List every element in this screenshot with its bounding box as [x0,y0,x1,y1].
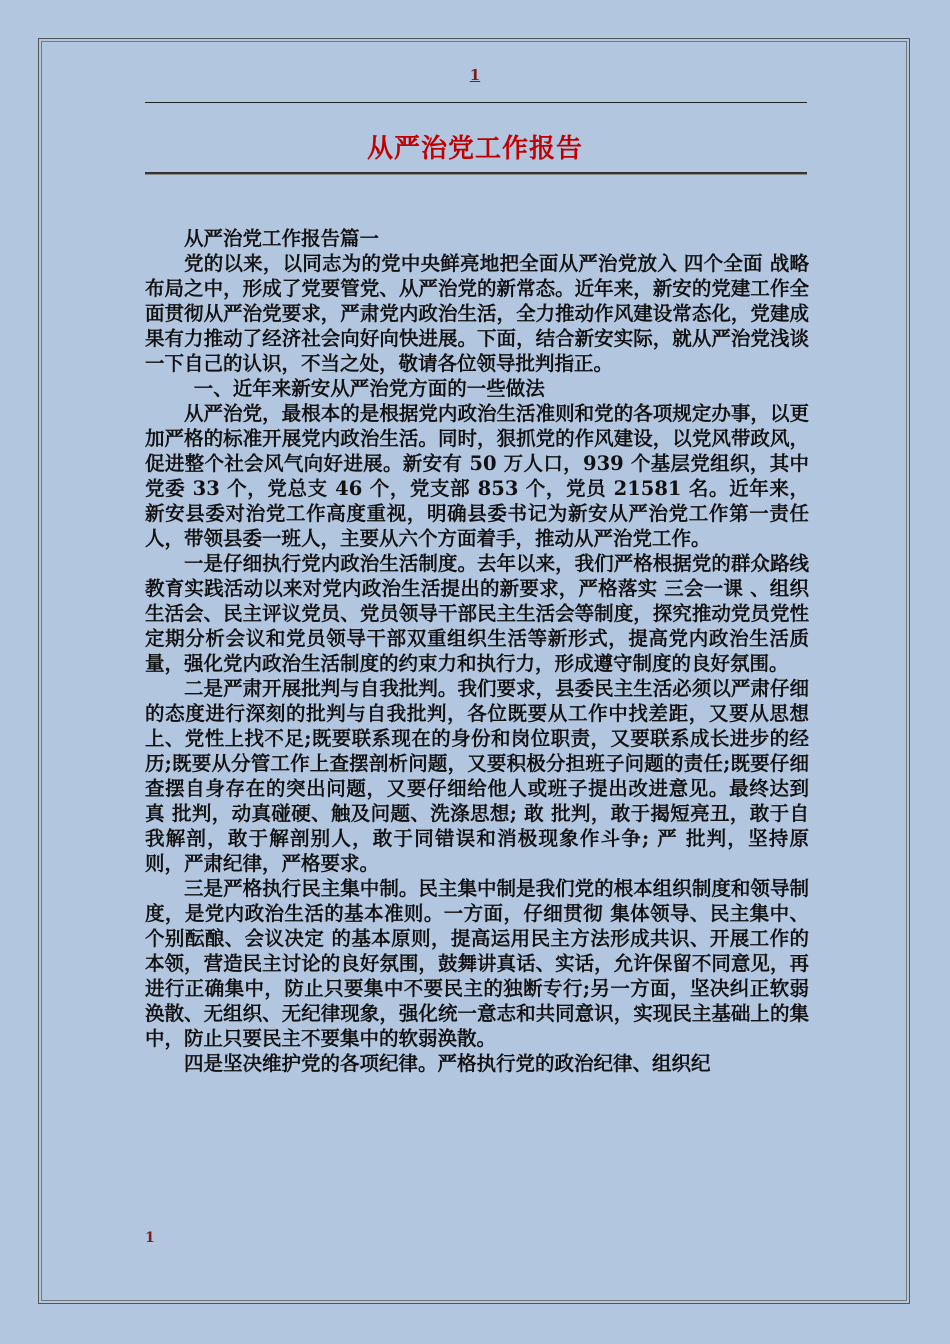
paragraph: 从严治党，最根本的是根据党内政治生活准则和党的各项规定办事，以更加严格的标准开展党内政治生活。同时，狠抓党的作风建设，以党风带政风，促进整个社会风气向好进展。新安有 50 万人口，939 个基层党组织，其中党委 33 个，党总支 46 个，党支部 853 个，党员 21581 名。近年来，新安县委对治党工作高度重视，明确县委书记为新安从严治党工作第一责任人，带领县委一班人，主要从六个方面着手，推动从严治党工作。 [145,402,809,550]
paragraph: 党的以来，以同志为的党中央鲜亮地把全面从严治党放入 四个全面 战略布局之中，形成了党要管党、从严治党的新常态。近年来，新安的党建工作全面贯彻从严治党要求，严肃党内政治生活，全力推动作风建设常态化，党建成果有力推动了经济社会向好向快进展。下面，结合新安实际，就从严治党浅谈一下自己的认识，不当之处，敬请各位领导批判指正。 [145,252,809,375]
footer-page-number: 1 [145,1230,155,1246]
paragraph: 四是坚决维护党的各项纪律。严格执行党的政治纪律、组织纪 [184,1052,711,1075]
subsection-heading: 一、近年来新安从严治党方面的一些做法 [193,377,545,400]
paragraph: 二是严肃开展批判与自我批判。我们要求，县委民主生活必须以严肃仔细的态度进行深刻的批判与自我批判，各位既要从工作中找差距，又要从思想上、党性上找不足;既要联系现在的身份和岗位职责，又要联系成长进步的经历;既要从分管工作上查摆剖析问题，又要积极分担班子问题的责任;既要仔细查摆自身存在的突出问题，又要仔细给他人或班子提出改进意见。最终达到 真 批判，动真碰硬、触及问题、洗涤思想; 敢 批判，敢于揭短亮丑，敢于自我解剖，敢于解剖别人，敢于同错误和消极现象作斗争; 严 批判，坚持原则，严肃纪律，严格要求。 [145,677,809,875]
header-divider [145,102,807,103]
section-heading: 从严治党工作报告篇一 [184,227,380,250]
document-body [145,226,809,1076]
header-page-number: 1 [469,66,481,84]
title-divider [145,172,807,174]
paragraph: 三是严格执行民主集中制。民主集中制是我们党的根本组织制度和领导制度，是党内政治生活的基本准则。一方面，仔细贯彻 集体领导、民主集中、个别酝酿、会议决定 的基本原则，提高运用民主方法形成共识、开展工作的本领，营造民主讨论的良好氛围，鼓舞讲真话、实话，允许保留不同意见，再进行正确集中，防止只要集中不要民主的独断专行;另一方面，坚决纠正软弱涣散、无组织、无纪律现象，强化统一意志和共同意识，实现民主基础上的集中，防止只要民主不要集中的软弱涣散。 [145,877,809,1050]
document-title: 从严治党工作报告 [366,134,583,164]
paragraph: 一是仔细执行党内政治生活制度。去年以来，我们严格根据党的群众路线教育实践活动以来对党内政治生活提出的新要求，严格落实 三会一课 、组织生活会、民主评议党员、党员领导干部民主生活会等制度，探究推动党员党性定期分析会议和党员领导干部双重组织生活等新形式，提高党内政治生活质量，强化党内政治生活制度的约束力和执行力，形成遵守制度的良好氛围。 [145,552,810,675]
